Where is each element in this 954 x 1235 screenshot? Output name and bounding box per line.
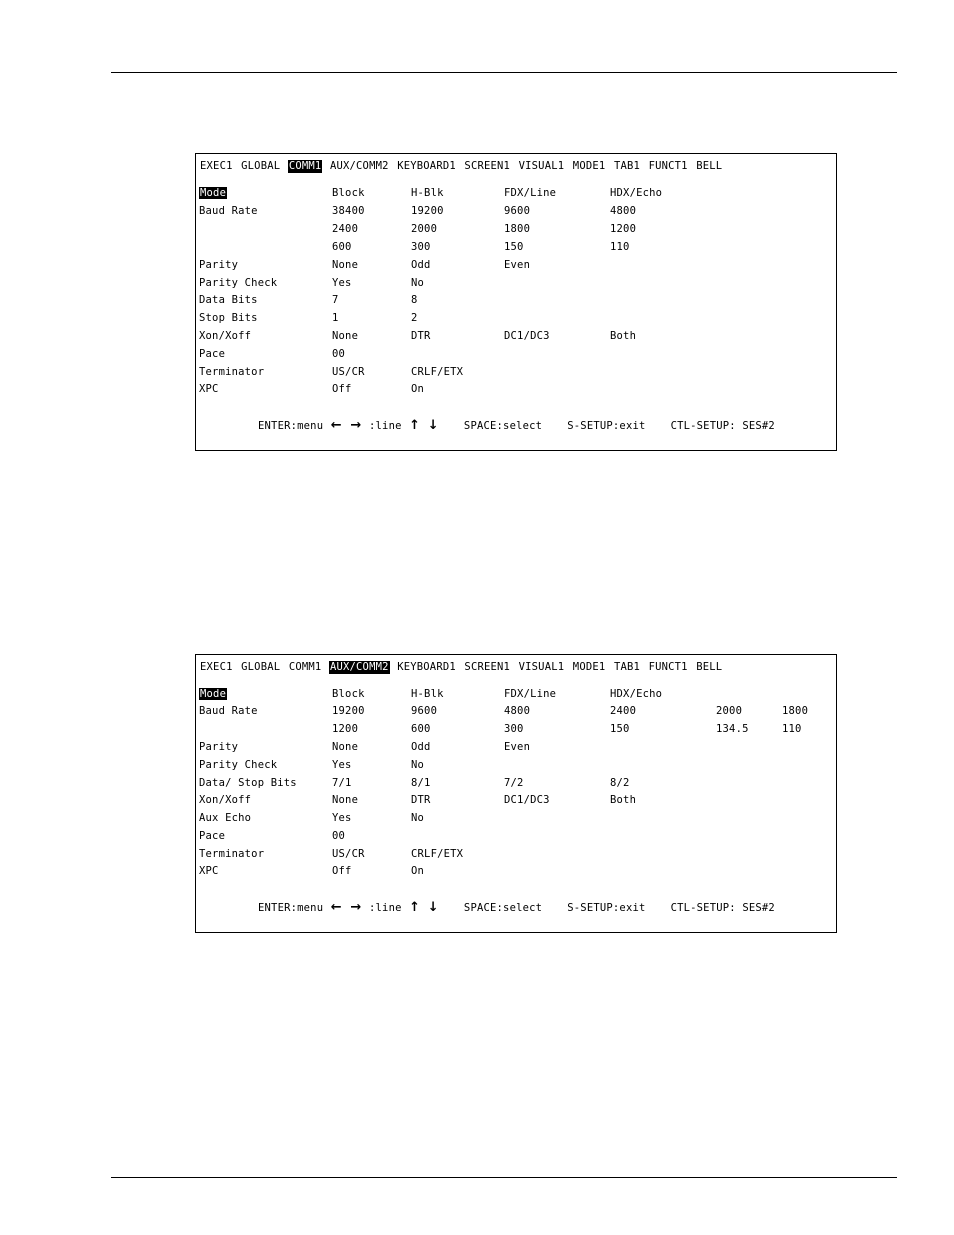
option-7[interactable]: 7 — [332, 294, 339, 306]
option-7-1[interactable]: 7/1 — [332, 777, 352, 789]
option-fdx-line[interactable]: FDX/Line — [504, 688, 557, 700]
page-top-rule — [111, 72, 897, 73]
setting-label-baud-rate: Baud Rate — [199, 205, 258, 217]
option-odd[interactable]: Odd — [411, 741, 431, 753]
setting-label-stop-bits: Stop Bits — [199, 312, 258, 324]
tab-bell[interactable]: BELL — [696, 661, 723, 673]
option-yes[interactable]: Yes — [332, 759, 352, 771]
option-odd[interactable]: Odd — [411, 259, 431, 271]
option-2[interactable]: 2 — [411, 312, 418, 324]
setup-tab-bar — [199, 160, 723, 173]
option-8[interactable]: 8 — [411, 294, 418, 306]
setting-label-parity-check: Parity Check — [199, 759, 278, 771]
setup-screen-comm1 — [195, 153, 837, 451]
option-baud[interactable]: 150 — [610, 723, 630, 735]
tab-comm1[interactable]: COMM1 — [288, 160, 322, 172]
setup-tab-bar — [199, 661, 723, 674]
option-dtr[interactable]: DTR — [411, 794, 431, 806]
tab-global[interactable]: GLOBAL — [241, 661, 281, 673]
option-off[interactable]: Off — [332, 865, 352, 877]
setup-screen-aux-comm2 — [195, 654, 837, 933]
setting-label-mode: Mode — [200, 187, 227, 199]
setting-label-pace: Pace — [199, 830, 226, 842]
page-bottom-rule — [111, 1177, 897, 1178]
tab-aux-comm2[interactable]: AUX/COMM2 — [329, 160, 389, 172]
option-baud[interactable]: 38400 — [332, 205, 365, 217]
option-baud[interactable]: 110 — [610, 241, 630, 253]
tab-global[interactable]: GLOBAL — [241, 160, 281, 172]
setup-key-help — [258, 900, 775, 916]
option-none[interactable]: None — [332, 794, 359, 806]
option-8-2[interactable]: 8/2 — [610, 777, 630, 789]
setting-label-terminator: Terminator — [199, 366, 265, 378]
tab-exec1[interactable]: EXEC1 — [200, 160, 233, 172]
tab-keyboard1[interactable]: KEYBOARD1 — [397, 661, 456, 673]
enter-menu-hint: ENTER:menu — [258, 420, 324, 432]
tab-visual1[interactable]: VISUAL1 — [518, 160, 565, 172]
ctl-setup-hint: CTL-SETUP: SES#2 — [670, 902, 775, 914]
option-crlf-etx[interactable]: CRLF/ETX — [411, 366, 464, 378]
option-block[interactable]: Block — [332, 688, 365, 700]
tab-mode1[interactable]: MODE1 — [572, 661, 606, 673]
setting-label-xpc: XPC — [199, 865, 219, 877]
enter-menu-hint: ENTER:menu — [258, 902, 324, 914]
arrow-down-icon: ↓ — [427, 418, 439, 433]
option-hdx-echo[interactable]: HDX/Echo — [610, 688, 663, 700]
setting-label-baud-rate: Baud Rate — [199, 705, 258, 717]
tab-funct1[interactable]: FUNCT1 — [648, 160, 688, 172]
arrow-left-icon: ← — [330, 900, 342, 915]
setting-label-terminator: Terminator — [199, 848, 265, 860]
tab-funct1[interactable]: FUNCT1 — [648, 661, 688, 673]
option-dc1-dc3[interactable]: DC1/DC3 — [504, 794, 550, 806]
setting-label-parity: Parity — [199, 259, 239, 271]
option-h-blk[interactable]: H-Blk — [411, 688, 444, 700]
option-both[interactable]: Both — [610, 794, 637, 806]
arrow-right-icon: → — [350, 418, 362, 433]
line-hint: :line — [369, 902, 402, 914]
tab-exec1[interactable]: EXEC1 — [200, 661, 233, 673]
tab-keyboard1[interactable]: KEYBOARD1 — [397, 160, 456, 172]
tab-mode1[interactable]: MODE1 — [572, 160, 606, 172]
setting-label-pace: Pace — [199, 348, 226, 360]
option-baud[interactable]: 134.5 — [716, 723, 749, 735]
option-baud[interactable]: 4800 — [504, 705, 531, 717]
option-00[interactable]: 00 — [332, 348, 346, 360]
space-select-hint: SPACE:select — [463, 902, 543, 914]
option-yes[interactable]: Yes — [332, 812, 352, 824]
option-1[interactable]: 1 — [332, 312, 339, 324]
tab-screen1[interactable]: SCREEN1 — [464, 661, 511, 673]
setting-label-xpc: XPC — [199, 383, 219, 395]
tab-aux-comm2[interactable]: AUX/COMM2 — [329, 661, 389, 673]
ctl-setup-hint: CTL-SETUP: SES#2 — [670, 420, 775, 432]
option-baud[interactable]: 1800 — [504, 223, 531, 235]
option-yes[interactable]: Yes — [332, 277, 352, 289]
option-crlf-etx[interactable]: CRLF/ETX — [411, 848, 464, 860]
setting-label-aux-echo: Aux Echo — [199, 812, 252, 824]
option-none[interactable]: None — [332, 259, 359, 271]
option-off[interactable]: Off — [332, 383, 352, 395]
setting-label-parity-check: Parity Check — [199, 277, 278, 289]
option-baud[interactable]: 600 — [411, 723, 431, 735]
tab-visual1[interactable]: VISUAL1 — [518, 661, 565, 673]
option-even[interactable]: Even — [504, 259, 531, 271]
option-baud[interactable]: 9600 — [504, 205, 531, 217]
setup-exit-hint: S-SETUP:exit — [567, 420, 646, 432]
arrow-right-icon: → — [350, 900, 362, 915]
setting-label-data-bits: Data Bits — [199, 294, 258, 306]
option-baud[interactable]: 110 — [782, 723, 802, 735]
option-block[interactable]: Block — [332, 187, 365, 199]
tab-comm1[interactable]: COMM1 — [288, 661, 322, 673]
option-8-1[interactable]: 8/1 — [411, 777, 431, 789]
option-baud[interactable]: 19200 — [411, 205, 444, 217]
option-none[interactable]: None — [332, 741, 359, 753]
option-00[interactable]: 00 — [332, 830, 346, 842]
option-even[interactable]: Even — [504, 741, 531, 753]
option-no[interactable]: No — [411, 277, 425, 289]
option-hdx-echo[interactable]: HDX/Echo — [610, 187, 663, 199]
option-us-cr[interactable]: US/CR — [332, 848, 365, 860]
option-baud[interactable]: 1800 — [782, 705, 809, 717]
setting-label-data-stop-bits: Data/ Stop Bits — [199, 777, 297, 789]
tab-screen1[interactable]: SCREEN1 — [464, 160, 511, 172]
arrow-down-icon: ↓ — [427, 900, 439, 915]
option-dc1-dc3[interactable]: DC1/DC3 — [504, 330, 550, 342]
setting-label-mode: Mode — [200, 688, 227, 700]
option-baud[interactable]: 9600 — [411, 705, 438, 717]
option-baud[interactable]: 300 — [411, 241, 431, 253]
space-select-hint: SPACE:select — [463, 420, 543, 432]
arrow-up-icon: ↑ — [409, 418, 421, 433]
option-on[interactable]: On — [411, 865, 425, 877]
tab-bell[interactable]: BELL — [696, 160, 723, 172]
option-baud[interactable]: 19200 — [332, 705, 365, 717]
tab-tab1[interactable]: TAB1 — [613, 661, 641, 673]
option-us-cr[interactable]: US/CR — [332, 366, 365, 378]
option-baud[interactable]: 4800 — [610, 205, 637, 217]
option-7-2[interactable]: 7/2 — [504, 777, 524, 789]
option-baud[interactable]: 2400 — [332, 223, 359, 235]
option-baud[interactable]: 1200 — [332, 723, 359, 735]
option-baud[interactable]: 2000 — [716, 705, 743, 717]
arrow-up-icon: ↑ — [409, 900, 421, 915]
arrow-left-icon: ← — [330, 418, 342, 433]
option-baud[interactable]: 300 — [504, 723, 524, 735]
option-baud[interactable]: 2400 — [610, 705, 637, 717]
option-baud[interactable]: 150 — [504, 241, 524, 253]
option-no[interactable]: No — [411, 759, 425, 771]
line-hint: :line — [369, 420, 402, 432]
option-fdx-line[interactable]: FDX/Line — [504, 187, 557, 199]
option-baud[interactable]: 1200 — [610, 223, 637, 235]
setting-label-xon-xoff: Xon/Xoff — [199, 794, 252, 806]
setting-label-parity: Parity — [199, 741, 239, 753]
option-no[interactable]: No — [411, 812, 425, 824]
option-h-blk[interactable]: H-Blk — [411, 187, 444, 199]
option-baud[interactable]: 600 — [332, 241, 352, 253]
option-on[interactable]: On — [411, 383, 425, 395]
option-dtr[interactable]: DTR — [411, 330, 431, 342]
option-baud[interactable]: 2000 — [411, 223, 438, 235]
option-both[interactable]: Both — [610, 330, 637, 342]
option-none[interactable]: None — [332, 330, 359, 342]
setup-key-help — [258, 418, 775, 434]
setting-label-xon-xoff: Xon/Xoff — [199, 330, 252, 342]
setup-exit-hint: S-SETUP:exit — [567, 902, 646, 914]
tab-tab1[interactable]: TAB1 — [613, 160, 641, 172]
